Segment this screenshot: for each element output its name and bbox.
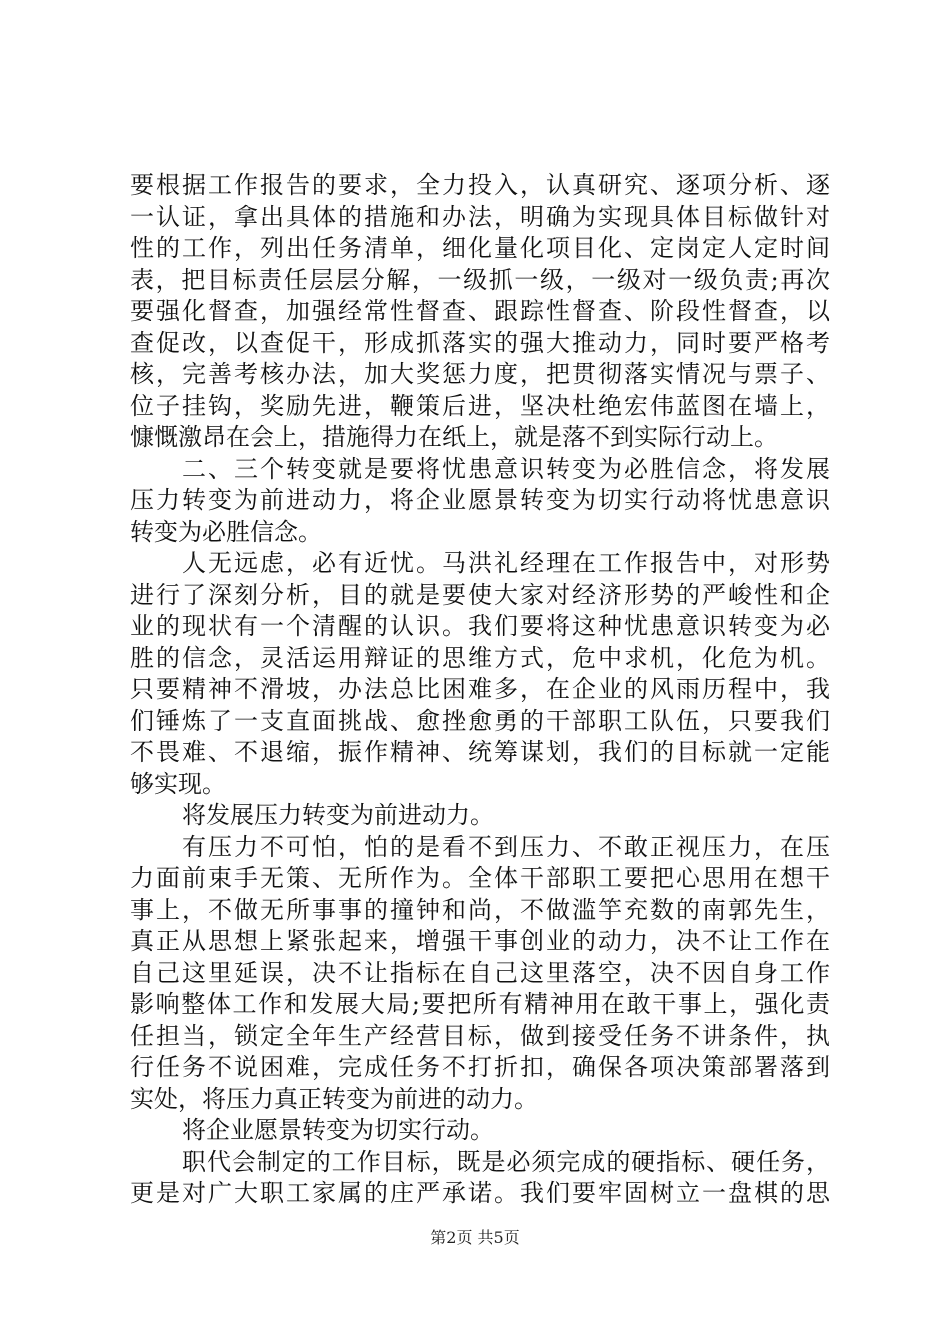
text-line: 进行了深刻分析，目的就是要使大家对经济形势的严峻性和企 <box>130 580 830 609</box>
text-line: 查促改，以查促干，形成抓落实的强大推动力，同时要严格考 <box>130 328 830 357</box>
text-line: 职代会制定的工作目标，既是必须完成的硬指标、硬任务， <box>182 1147 830 1176</box>
text-line: 要根据工作报告的要求，全力投入，认真研究、逐项分析、逐 <box>130 171 830 199</box>
text-line: 力面前束手无策、无所作为。全体干部职工要把心思用在想干 <box>130 864 830 892</box>
text-line: 自己这里延误，决不让指标在自己这里落空，决不因自身工作 <box>130 958 830 987</box>
text-line: 慷慨激昂在会上，措施得力在纸上，就是落不到实际行动上。 <box>130 423 778 451</box>
text-line: 压力转变为前进动力，将企业愿景转变为切实行动将忧患意识 <box>130 486 830 514</box>
text-line: 将企业愿景转变为切实行动。 <box>182 1116 494 1144</box>
text-line: 影响整体工作和发展大局;要把所有精神用在敢干事上，强化责 <box>130 990 830 1018</box>
text-line: 胜的信念，灵活运用辩证的思维方式，危中求机，化危为机。 <box>130 643 830 672</box>
text-line: 只要精神不滑坡，办法总比困难多，在企业的风雨历程中，我 <box>130 675 830 703</box>
text-line: 位子挂钩，奖励先进，鞭策后进，坚决杜绝宏伟蓝图在墙上， <box>130 391 830 420</box>
text-line: 行任务不说困难，完成任务不打折扣，确保各项决策部署落到 <box>130 1053 830 1081</box>
text-line: 不畏难、不退缩，振作精神、统筹谋划，我们的目标就一定能 <box>130 738 830 766</box>
text-line: 更是对广大职工家属的庄严承诺。我们要牢固树立一盘棋的思 <box>130 1179 830 1207</box>
text-line: 人无远虑，必有近忧。马洪礼经理在工作报告中，对形势 <box>182 549 830 577</box>
text-line: 够实现。 <box>130 769 226 798</box>
text-line: 一认证，拿出具体的措施和办法，明确为实现具体目标做针对 <box>130 202 830 231</box>
text-line: 实处，将压力真正转变为前进的动力。 <box>130 1084 538 1113</box>
text-line: 要强化督查，加强经常性督查、跟踪性督查、阶段性督查，以 <box>130 297 830 325</box>
text-line: 性的工作，列出任务清单，细化量化项目化、定岗定人定时间 <box>130 234 830 262</box>
text-line: 事上，不做无所事事的撞钟和尚，不做滥竽充数的南郭先生， <box>130 895 830 924</box>
text-line: 业的现状有一个清醒的认识。我们要将这种忧患意识转变为必 <box>130 612 830 640</box>
section-heading-line: 二、三个转变就是要将忧患意识转变为必胜信念，将发展 <box>182 454 830 483</box>
text-line: 转变为必胜信念。 <box>130 517 322 546</box>
text-line: 们锤炼了一支直面挑战、愈挫愈勇的干部职工队伍，只要我们 <box>130 706 830 735</box>
text-line: 真正从思想上紧张起来，增强干事创业的动力，决不让工作在 <box>130 927 830 955</box>
page-number-footer: 第2页 共5页 <box>430 1228 520 1247</box>
text-line: 任担当，锁定全年生产经营目标，做到接受任务不讲条件，执 <box>130 1021 830 1050</box>
text-line: 表，把目标责任层层分解，一级抓一级，一级对一级负责;再次 <box>130 265 830 294</box>
text-line: 核，完善考核办法，加大奖惩力度，把贯彻落实情况与票子、 <box>130 360 830 388</box>
text-line: 有压力不可怕，怕的是看不到压力、不敢正视压力，在压 <box>182 832 830 861</box>
subheading-line: 将发展压力转变为前进动力。 <box>182 801 494 829</box>
